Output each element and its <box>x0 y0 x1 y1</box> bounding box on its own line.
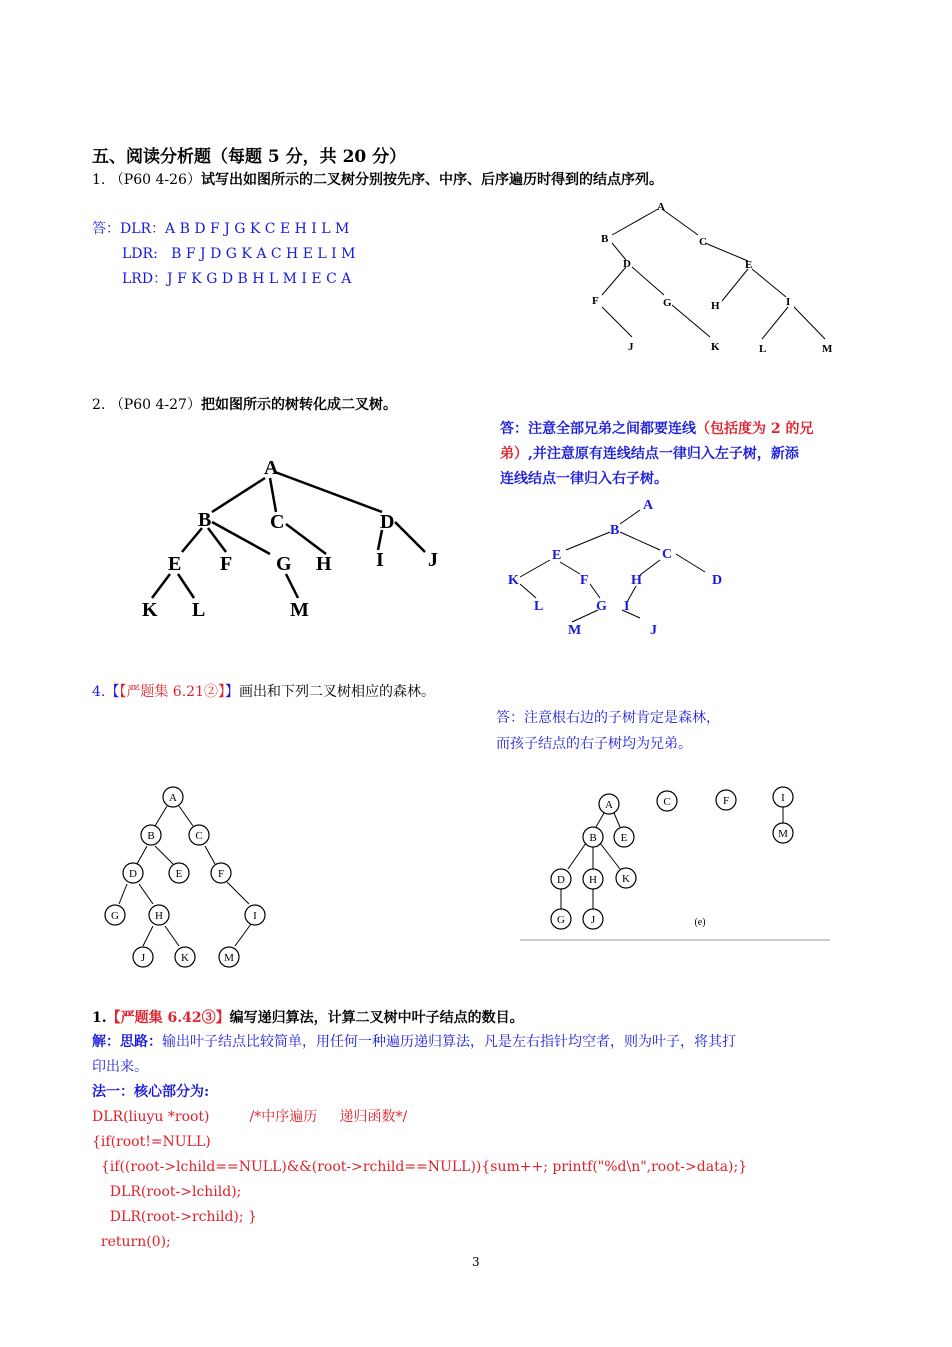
q1-ref: （P60 4-26） <box>109 172 201 188</box>
q4-forest-node-I: I <box>781 792 785 804</box>
code-line-3: {if((root->lchild==NULL)&&(root->rchild==NULL)){sum++; printf("%d\n",root->data);} <box>92 1159 748 1175</box>
q2-answer-1b: （包括度为 2 的兄 <box>696 421 814 437</box>
q2-ans-node-L: L <box>534 599 544 614</box>
q1-lrd: LRD：J F K G D B H L M I E C A <box>122 271 352 287</box>
q2-ans-node-H: H <box>631 573 642 588</box>
q2-ans-node-K: K <box>508 573 519 588</box>
q2-node-G: G <box>276 553 292 575</box>
q4-text: 画出和下列二叉树相应的森林。 <box>238 684 435 700</box>
code-line-1: DLR(liuyu *root) /*中序遍历 递归函数*/ <box>92 1109 408 1125</box>
q5-text: 编写递归算法，计算二叉树中叶子结点的数目。 <box>229 1010 524 1026</box>
q1-line <box>92 170 663 190</box>
q4-node-J: J <box>140 952 146 964</box>
page-number: 3 <box>472 1255 480 1269</box>
q1-node-L: L <box>759 343 767 355</box>
q2-node-A: A <box>264 457 279 479</box>
q4-forest-diagram <box>520 785 830 945</box>
q2-tree-diagram <box>130 450 460 630</box>
q1-node-B: B <box>601 233 609 245</box>
q2-ans-node-C: C <box>662 547 673 562</box>
q1-node-I: I <box>786 296 791 308</box>
q4-node-G: G <box>111 910 119 922</box>
q5-solution-line1 <box>92 1032 736 1052</box>
q4-node-A: A <box>169 792 177 804</box>
q5-number: 1. <box>92 1010 107 1026</box>
q4-node-B: B <box>147 830 155 842</box>
q2-ans-node-I: I <box>624 599 630 614</box>
code-line-6: return(0); <box>92 1234 171 1250</box>
q2-node-F: F <box>220 553 233 575</box>
q1-text: 试写出如图所示的二叉树分别按先序、中序、后序遍历时得到的结点序列。 <box>200 172 663 188</box>
q2-node-D: D <box>380 511 395 533</box>
q1-node-F: F <box>592 295 599 307</box>
q2-answer-binary-tree <box>500 492 740 642</box>
q5-line <box>92 1008 524 1028</box>
q1-node-E: E <box>745 259 753 271</box>
q2-number: 2. <box>92 397 106 413</box>
q5-solution-label: 解：思路： <box>92 1034 162 1050</box>
q4-binary-tree-diagram <box>95 780 285 980</box>
q4-forest-node-J: J <box>590 914 596 926</box>
q5-ref: 【严题集 6.42③】 <box>106 1010 230 1026</box>
q4-node-K: K <box>181 952 189 964</box>
q2-answer-line3: 连线结点一律归入右子树。 <box>500 471 668 487</box>
q1-ldr: LDR: B F J D G K A C H E L I M <box>122 246 356 262</box>
q4-node-E: E <box>175 868 183 880</box>
q2-node-C: C <box>270 511 285 533</box>
q4-forest-node-H: H <box>589 874 597 886</box>
q1-answer-label: 答： <box>92 221 120 237</box>
q4-line <box>92 682 435 702</box>
q2-answer-line1 <box>500 419 814 439</box>
q4-forest-node-C: C <box>663 796 671 808</box>
q2-answer-2b: ,并注意原有连线结点一律归入左子树，新添 <box>528 446 799 462</box>
q4-ref: 【【严题集 6.21②】】 <box>105 684 239 700</box>
q1-dlr: DLR：A B D F J G K C E H I L M <box>120 221 350 237</box>
q1-node-H: H <box>711 300 720 312</box>
q4-forest-node-K: K <box>622 873 630 885</box>
q1-node-J: J <box>628 341 634 353</box>
q1-node-G: G <box>663 297 672 309</box>
q2-node-H: H <box>316 553 332 575</box>
q4-forest-caption: (e) <box>694 917 706 928</box>
q2-node-E: E <box>168 553 182 575</box>
q4-node-C: C <box>195 830 203 842</box>
code-line-5: DLR(root->rchild); } <box>92 1209 257 1225</box>
q4-answer-line2: 而孩子结点的右子树均为兄弟。 <box>496 736 692 752</box>
q4-node-M: M <box>224 952 234 964</box>
q4-forest-node-M: M <box>778 828 788 840</box>
q2-answer-1a: 答：注意全部兄弟之间都要连线 <box>500 421 696 437</box>
q2-answer-2a: 弟） <box>500 446 528 462</box>
code-line-2: {if(root!=NULL) <box>92 1134 211 1150</box>
q2-node-M: M <box>290 599 309 621</box>
q2-node-K: K <box>142 599 158 621</box>
q1-answer-dlr <box>92 219 349 239</box>
q2-ref: （P60 4-27） <box>109 397 201 413</box>
q1-node-A: A <box>657 201 665 213</box>
q4-node-H: H <box>155 910 163 922</box>
q4-forest-node-G: G <box>557 914 565 926</box>
q4-answer-line1: 答：注意根右边的子树肯定是森林， <box>496 710 720 726</box>
q2-node-L: L <box>192 599 206 621</box>
q2-answer-line2 <box>500 444 799 464</box>
q1-node-D: D <box>623 258 631 270</box>
q2-text: 把如图所示的树转化成二叉树。 <box>200 397 397 413</box>
q2-ans-node-J: J <box>650 623 657 638</box>
q1-number: 1. <box>92 172 106 188</box>
q5-solution-line2: 印出来。 <box>92 1059 148 1075</box>
q4-node-I: I <box>253 910 257 922</box>
q4-ref-text: 【严题集 6.21②】 <box>119 684 225 700</box>
q5-method: 法一：核心部分为: <box>92 1084 210 1100</box>
q4-forest-node-B: B <box>589 832 597 844</box>
q1-binary-tree-diagram <box>580 195 850 365</box>
q4-forest-node-F: F <box>722 795 730 807</box>
q5-solution-text1: 输出叶子结点比较简单，用任何一种遍历递归算法，凡是左右指针均空者，则为叶子，将其打 <box>162 1034 736 1050</box>
q2-ans-node-F: F <box>580 573 589 588</box>
q1-node-C: C <box>699 236 707 248</box>
q2-node-J: J <box>428 549 438 571</box>
section-title: 五、阅读分析题（每题 5 分，共 20 分） <box>92 147 407 167</box>
q2-line <box>92 395 397 415</box>
q4-forest-node-D: D <box>557 874 565 886</box>
q4-node-D: D <box>129 868 137 880</box>
q2-ans-node-A: A <box>643 498 654 513</box>
q4-forest-node-E: E <box>620 832 628 844</box>
q2-ans-node-B: B <box>610 523 620 538</box>
q1-node-M: M <box>822 343 833 355</box>
q1-node-K: K <box>711 341 720 353</box>
q2-node-I: I <box>376 549 384 571</box>
q2-node-B: B <box>198 509 212 531</box>
code-line-4: DLR(root->lchild); <box>92 1184 242 1200</box>
q4-number: 4. <box>92 684 106 700</box>
q2-ans-node-G: G <box>596 599 607 614</box>
q2-ans-node-D: D <box>712 573 723 588</box>
q2-ans-node-E: E <box>552 548 562 563</box>
q4-forest-node-A: A <box>605 799 613 811</box>
q4-node-F: F <box>217 868 225 880</box>
q2-ans-node-M: M <box>568 623 582 638</box>
